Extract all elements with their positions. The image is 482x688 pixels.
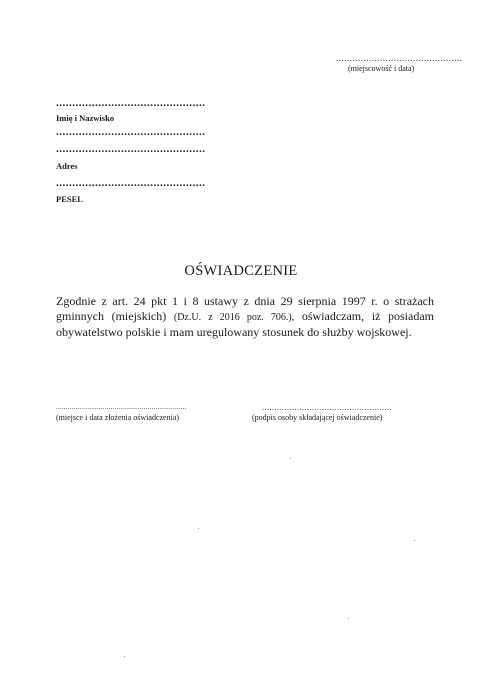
pesel-dotted-line: .............................................. [56,177,206,189]
place-date-label: (miejscowość i data) [348,64,415,73]
statement-line-3: obywatelstwo polskie i mam uregulowany stosunek do służby wojskowej. [56,325,412,339]
statement-line-2 [56,309,434,326]
signature-label: (podpis osoby składającej oświadczenie) [252,413,383,422]
place-date-submission-label: (miejsce i data złożenia oświadczenia) [56,413,180,422]
address-dotted-line-1: .............................................. [56,126,206,138]
place-date-submission-dotted-line: ................................................................... [56,403,187,411]
pesel-label: PESEL [56,194,83,204]
statement-line-2-part-1: gminnych (miejskich) [56,308,167,323]
signature-dotted-line: .................................................... [262,403,392,412]
statement-line-2-part-3: oświadczam, iż posiadam [301,308,434,323]
statement-line-1: Zgodnie z art. 24 pkt 1 i 8 ustawy z dnia 29 sierpnia 1997 r. o strażach [56,294,434,308]
statement-body [56,294,434,340]
document-title: OŚWIADCZENIE [184,263,298,279]
address-label: Adres [56,161,78,171]
address-dotted-line-2: .............................................. [56,143,206,155]
name-dotted-line: .............................................. [56,97,206,109]
place-date-dotted-line: .............................................. [336,53,463,63]
statement-legal-reference: (Dz.U. z 2016 poz. 706.), [173,311,295,323]
name-label: Imię i Nazwisko [56,113,115,123]
